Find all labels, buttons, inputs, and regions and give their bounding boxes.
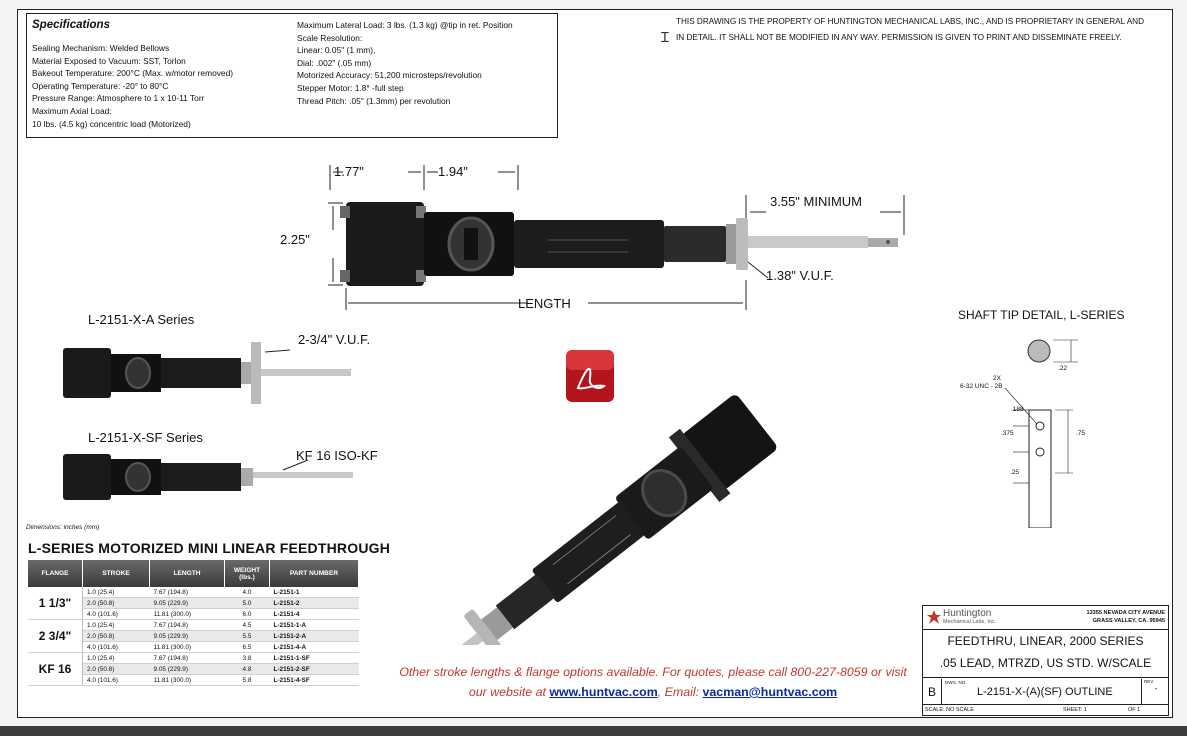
table-row xyxy=(28,620,359,631)
length-cell: 9.05 (229.9) xyxy=(150,664,225,675)
length-cell: 11.81 (300.0) xyxy=(150,609,225,620)
title-block xyxy=(922,605,1169,716)
stroke-cell: 4.0 (101.6) xyxy=(83,675,150,686)
notice-line-1: THIS DRAWING IS THE PROPERTY OF HUNTINGTON MECHANICAL LABS, INC., AND IS PROPRIETARY IN GENERAL AND xyxy=(676,17,1144,26)
spec-line: Sealing Mechanism: Welded Bellows xyxy=(32,43,170,53)
email-label: Email: xyxy=(664,685,700,699)
address-line-2: GRASS VALLEY, CA. 95945 xyxy=(1092,618,1165,624)
shaft-dim-22: .22 xyxy=(1058,365,1068,372)
col-header-part-number: PART NUMBER xyxy=(270,560,359,587)
stroke-cell: 1.0 (25.4) xyxy=(83,620,150,631)
drawing-title-line-1: FEEDTHRU, LINEAR, 2000 SERIES xyxy=(947,634,1144,648)
flange-cell: 1 1/3" xyxy=(28,587,83,620)
rev-value: - xyxy=(1154,684,1158,693)
dwg-number: L-2151-X-(A)(SF) OUTLINE xyxy=(977,686,1113,698)
length-cell: 11.81 (300.0) xyxy=(150,675,225,686)
shaft-dim-188: .188 xyxy=(1011,406,1024,413)
email-link[interactable]: vacman@huntvac.com xyxy=(702,685,838,699)
of-text: OF 1 xyxy=(1128,707,1141,713)
promo-text xyxy=(388,662,918,702)
weight-cell: 4.5 xyxy=(225,620,270,631)
weight-cell: 6.0 xyxy=(225,609,270,620)
col-header-length: LENGTH xyxy=(150,560,225,587)
stroke-cell: 2.0 (50.8) xyxy=(83,598,150,609)
weight-cell: 4.0 xyxy=(225,587,270,598)
dim-3-55-minimum: 3.55" MINIMUM xyxy=(770,194,863,209)
spec-line: Stepper Motor: 1.8° -full step xyxy=(297,82,404,93)
text-cursor-icon: Ɪ xyxy=(661,30,669,46)
series-a-label: L-2151-X-A Series xyxy=(88,312,195,327)
stroke-cell: 2.0 (50.8) xyxy=(83,631,150,642)
title-block-header xyxy=(923,606,1168,630)
table-row xyxy=(28,653,359,664)
spec-line: Linear: 0.05" (1 mm), xyxy=(297,45,376,56)
spec-line: Scale Resolution: xyxy=(297,32,363,43)
specs-left-column xyxy=(32,42,302,130)
dimensions-note: Dimensions: inches (mm) xyxy=(26,524,100,531)
stroke-cell: 1.0 (25.4) xyxy=(83,653,150,664)
length-cell: 9.05 (229.9) xyxy=(150,598,225,609)
shaft-tip-drawing xyxy=(943,328,1093,528)
company-address xyxy=(1086,609,1165,625)
specifications-box xyxy=(26,13,558,138)
dim-length: LENGTH xyxy=(518,296,571,311)
col-header-weight: WEIGHT (lbs.) xyxy=(225,560,270,587)
spec-line: Maximum Lateral Load: 3 lbs. (1.3 kg) @tip in ret. Position xyxy=(297,20,513,30)
part-number-cell: L-2151-4-SF xyxy=(270,675,359,686)
series-sf-label: L-2151-X-SF Series xyxy=(88,430,203,445)
weight-cell: 5.8 xyxy=(225,675,270,686)
scale-text: SCALE: NO SCALE xyxy=(925,707,974,713)
col-header-stroke: STROKE xyxy=(83,560,150,587)
dwg-number-row xyxy=(923,679,1168,705)
weight-cell: 4.8 xyxy=(225,664,270,675)
dim-1-38-vuf: 1.38" V.U.F. xyxy=(766,268,834,283)
shaft-dim-375: .375 xyxy=(1001,430,1014,437)
spec-line: 10 lbs. (4.5 kg) concentric load (Motorized) xyxy=(32,118,191,129)
flange-cell: 2 3/4" xyxy=(28,620,83,653)
part-number-cell: L-2151-1-SF xyxy=(270,653,359,664)
dim-2-3-4-vuf: 2-3/4" V.U.F. xyxy=(298,332,371,347)
website-link[interactable]: www.huntvac.com xyxy=(549,685,658,699)
table-title: L-SERIES MOTORIZED MINI LINEAR FEEDTHROUGH xyxy=(28,540,391,556)
length-cell: 7.67 (194.8) xyxy=(150,620,225,631)
company-subname: Mechanical Labs, Inc. xyxy=(943,619,997,625)
spec-line: Bakeout Temperature: 200°C (Max. w/motor removed) xyxy=(32,68,234,79)
spec-line: Thread Pitch: .05" (1.3mm) per revolution xyxy=(297,95,451,106)
stroke-cell: 1.0 (25.4) xyxy=(83,587,150,598)
stroke-cell: 4.0 (101.6) xyxy=(83,609,150,620)
dim-2-25: 2.25" xyxy=(280,232,310,247)
shaft-dim-75: .75 xyxy=(1076,430,1086,437)
size-cell: B xyxy=(923,679,942,705)
part-number-cell: L-2151-1-A xyxy=(270,620,359,631)
sheet-text: SHEET: 1 xyxy=(1063,707,1087,713)
rev-cell xyxy=(1141,679,1170,705)
viewer-bottom-bar xyxy=(0,726,1187,736)
promo-line-1: Other stroke lengths & flange options available. For quotes, please call 800-227-8059 or visit xyxy=(399,665,907,679)
dim-1-77: 1.77" xyxy=(334,164,364,179)
company-name: Huntington xyxy=(943,608,992,619)
spec-line: Material Exposed to Vacuum: SST, Torlon xyxy=(32,55,186,66)
spec-line: Pressure Range: Atmosphere to 1 x 10-11 Torr xyxy=(32,93,205,104)
spec-line: Maximum Axial Load: xyxy=(32,105,112,116)
weight-cell: 3.8 xyxy=(225,653,270,664)
part-number-cell: L-2151-2 xyxy=(270,598,359,609)
part-number-cell: L-2151-4-A xyxy=(270,642,359,653)
spec-line: Motorized Accuracy: 51,200 microsteps/revolution xyxy=(297,70,482,81)
parts-table xyxy=(28,560,359,686)
specifications-title: Specifications xyxy=(32,19,110,31)
stroke-cell: 4.0 (101.6) xyxy=(83,642,150,653)
address-line-1: 13355 NEVADA CITY AVENUE xyxy=(1086,610,1165,616)
stroke-cell: 2.0 (50.8) xyxy=(83,664,150,675)
proprietary-notice xyxy=(676,14,1144,46)
shaft-dim-25: .25 xyxy=(1010,469,1020,476)
specs-right-column xyxy=(297,19,557,107)
main-feedthrough-drawing xyxy=(288,160,908,320)
table-row xyxy=(28,587,359,598)
shaft-thread-spec: 6-32 UNC - 2B xyxy=(960,383,1003,390)
length-cell: 7.67 (194.8) xyxy=(150,587,225,598)
company-logo-text xyxy=(943,608,996,625)
flange-cell: KF 16 xyxy=(28,653,83,686)
huntington-logo-icon xyxy=(926,609,942,625)
part-number-cell: L-2151-2-A xyxy=(270,631,359,642)
col-header-flange: FLANGE xyxy=(28,560,83,587)
isometric-product-render xyxy=(408,375,818,645)
drawing-title-line-2: .05 LEAD, MTRZD, US STD. W/SCALE xyxy=(923,656,1168,678)
spec-line: Dial: .002" (.05 mm) xyxy=(297,57,372,68)
weight-cell: 5.0 xyxy=(225,598,270,609)
shaft-tip-detail-title: SHAFT TIP DETAIL, L-SERIES xyxy=(958,308,1125,322)
length-cell: 11.81 (300.0) xyxy=(150,642,225,653)
shaft-thread-2x: 2X xyxy=(993,375,1001,382)
dwg-no-label: DWG. NO. xyxy=(945,680,967,685)
dim-1-94: 1.94" xyxy=(438,164,468,179)
part-number-cell: L-2151-1 xyxy=(270,587,359,598)
promo-line-2: our website at www.huntvac.com, Email: vacman@huntvac.com xyxy=(468,685,838,699)
notice-line-2: IN DETAIL. IT SHALL NOT BE MODIFIED IN ANY WAY. PERMISSION IS GIVEN TO PRINT AND DISSEMINATE FREELY. xyxy=(676,33,1122,42)
length-cell: 7.67 (194.8) xyxy=(150,653,225,664)
drawing-sheet xyxy=(17,9,1173,718)
scale-row xyxy=(923,706,1168,716)
weight-cell: 6.5 xyxy=(225,642,270,653)
weight-cell: 5.5 xyxy=(225,631,270,642)
table-header-row xyxy=(28,560,359,587)
rev-label: REV. xyxy=(1144,679,1155,684)
spec-line: Operating Temperature: -20° to 80°C xyxy=(32,80,169,91)
promo-prefix: our website at xyxy=(468,685,546,699)
dim-kf16-iso-kf: KF 16 ISO-KF xyxy=(296,448,378,463)
part-number-cell: L-2151-2-SF xyxy=(270,664,359,675)
length-cell: 9.05 (229.9) xyxy=(150,631,225,642)
part-number-cell: L-2151-4 xyxy=(270,609,359,620)
